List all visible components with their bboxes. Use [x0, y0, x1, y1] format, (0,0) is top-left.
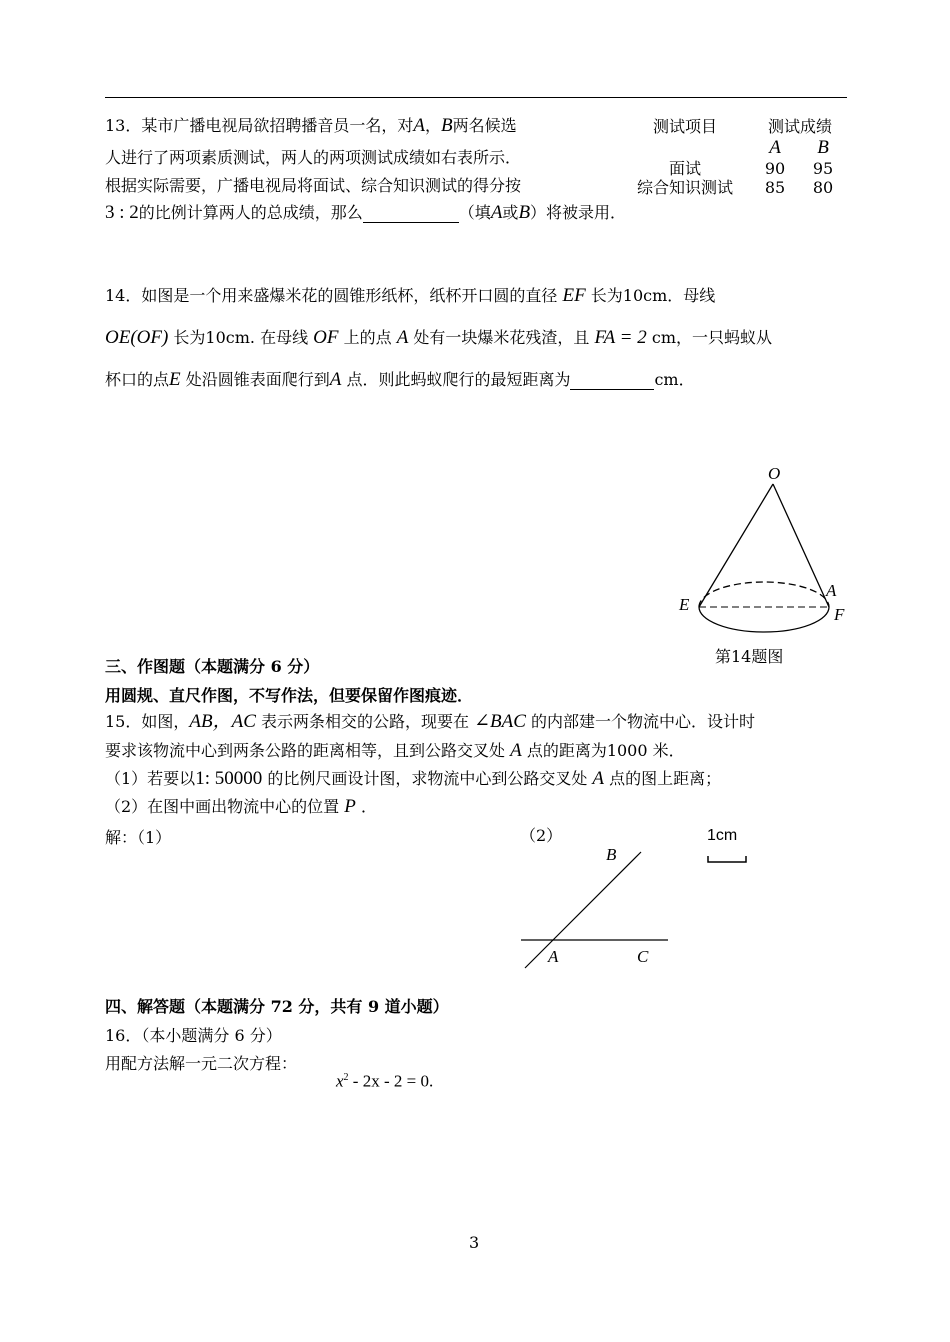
q15-part2-label: （2） [520, 826, 563, 845]
table-col-a: A [769, 137, 781, 158]
table-col-b: B [817, 137, 829, 158]
q14-line1: 14．如图是一个用来盛爆米花的圆锥形纸杯，纸杯开口圆的直径 EF 长为10cm．母线 [105, 285, 716, 306]
section4-title: 四、解答题（本题满分 72 分，共有 9 道小题） [105, 997, 449, 1016]
q15-part1: （1）若要以1: 50000 的比例尺画设计图，求物流中心到公路交叉处 A 点的图上距离； [105, 768, 722, 789]
q16-text: 用配方法解一元二次方程： [105, 1054, 298, 1073]
section3-instruction: 用圆规、直尺作图，不写作法，但要保留作图痕迹． [105, 686, 474, 705]
label-e: E [679, 595, 690, 614]
q13-line2: 人进行了两项素质测试，两人的两项测试成绩如右表所示． [105, 148, 522, 167]
table-header-score: 测试成绩 [767, 117, 832, 136]
label-a-roads: A [548, 947, 559, 966]
q13-line1: 13．某市广播电视局欲招聘播音员一名，对A，B两名候选 [105, 115, 517, 136]
table-cell: 90 [764, 159, 786, 178]
q15-line2: 要求该物流中心到两条公路的距离相等，且到公路交叉处 A 点的距离为1000 米． [105, 740, 685, 761]
page-number: 3 [469, 1233, 480, 1252]
scale-bar [708, 856, 746, 862]
scale-bar-label: 1cm [707, 827, 738, 844]
label-c: C [637, 947, 649, 966]
q15-line1: 15．如图，AB，AC 表示两条相交的公路，现要在 ∠BAC 的内部建一个物流中心．设计时 [105, 711, 756, 732]
q15-solution-label: 解：（1） [105, 828, 172, 847]
q15-part2: （2）在图中画出物流中心的位置 P ． [105, 796, 377, 817]
table-cell: 80 [812, 178, 834, 197]
label-f: F [834, 605, 845, 624]
q16-head: 16．（本小题满分 6 分） [105, 1026, 282, 1045]
q14-line2: OE(OF) 长为10cm. 在母线 OF 上的点 A 处有一块爆米花残渣，且 FA = 2 cm，一只蚂蚁从 [105, 327, 772, 348]
table-cell: 95 [812, 159, 834, 178]
label-b: B [606, 845, 617, 864]
q13-line3: 根据实际需要，广播电视局将面试、综合知识测试的得分按 [105, 176, 522, 195]
q13-line4: 3 : 2的比例计算两人的总成绩，那么 （填A或B）将被录用． [105, 202, 627, 223]
label-o: O [768, 464, 781, 483]
table-row-interview: 面试 [668, 159, 701, 178]
q16-equation: $x^2 - 2x - 2 = 0$. [336, 1071, 434, 1091]
q14-line3: 杯口的点E 处沿圆锥表面爬行到A 点．则此蚂蚁爬行的最短距离为 cm． [105, 369, 695, 390]
section3-title: 三、作图题（本题满分 6 分） [105, 657, 320, 676]
table-row-knowledge: 综合知识测试 [636, 178, 733, 197]
road-ab [525, 852, 641, 968]
figure-caption: 第14题图 [715, 647, 784, 666]
table-cell: 85 [764, 178, 786, 197]
table-header-item: 测试项目 [652, 117, 717, 136]
label-a: A [826, 581, 837, 600]
